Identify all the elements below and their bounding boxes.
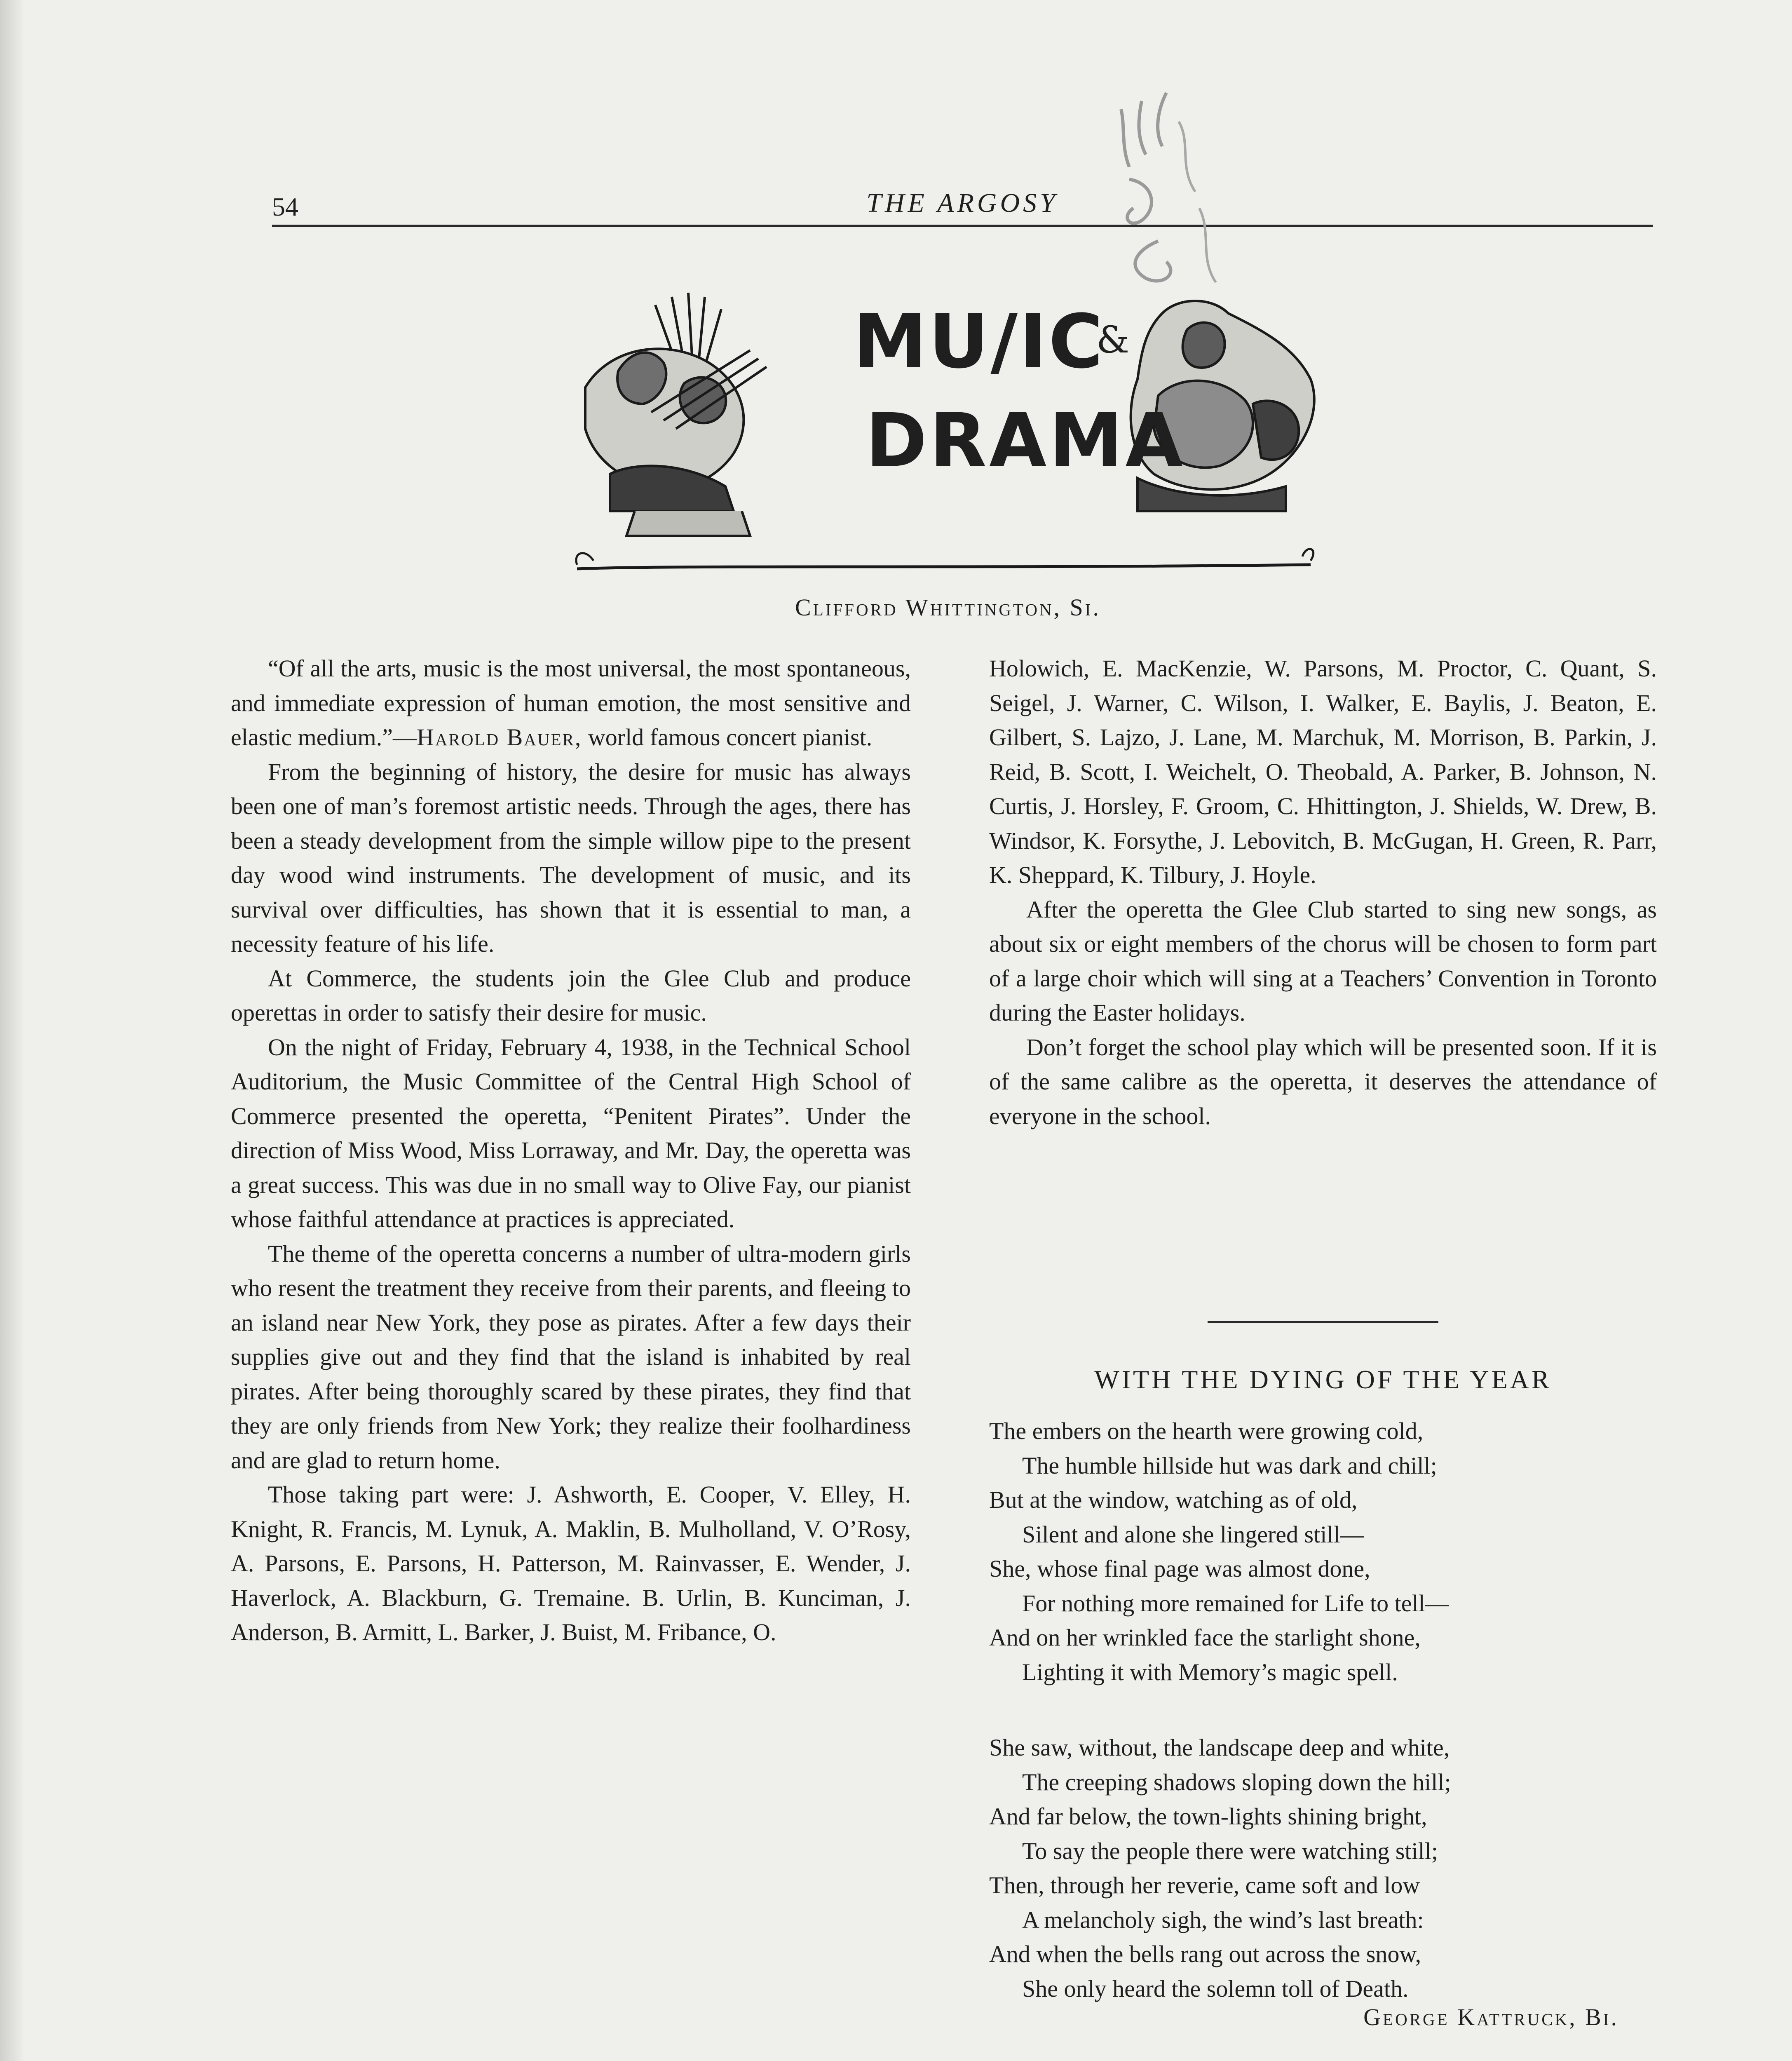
banner-ampersand: &: [1096, 318, 1130, 361]
paragraph-cast: Those taking part were: J. Ashworth, E. Cooper, V. Elley, H. Knight, R. Francis, M. Lynuk, A. Maklin, B. Mulholland, V. O’Rosy, A. Parsons, E. Parsons, H. Patterson, M. Rainvasser, E. Wender, J. Haverlock, A. Blackburn, G. Tremaine. B. Urlin, B. Kunciman, J. Anderson, B. Armitt, L. Barker, J. Buist, M. Fribance, O.: [231, 1481, 911, 1646]
quote-author: Harold Bauer,: [416, 724, 582, 751]
left-column: [231, 651, 911, 1650]
paragraph-history: From the beginning of history, the desire for music has always been one of man’s foremost artistic needs. Through the ages, there has been a steady development from the simple willow pipe to the present day wood wind instruments. The development of music, and its survival over difficulties, has shown that it is essential to man, a necessity feature of his life.: [231, 758, 911, 957]
paragraph-operetta: On the night of Friday, February 4, 1938, in the Technical School Auditorium, the Music Committee of the Central High School of Commerce presented the operetta, “Penitent Pirates”. Under the direction of Miss Wood, Miss Lorraway, and Mr. Day, the operetta was a great success. This was due in no small way to Olive Fay, our pianist whose faithful attendance at practices is appreciated.: [231, 1033, 911, 1232]
poem-line: To say the people there were watching still;: [1022, 1837, 1438, 1864]
banner-title-music: MU/IC: [853, 299, 1105, 385]
right-column: [989, 651, 1657, 1133]
poem-line: A melancholy sigh, the wind’s last breath:: [1022, 1906, 1424, 1933]
paragraph-cast-continued: Holowich, E. MacKenzie, W. Parsons, M. Proctor, C. Quant, S. Seigel, J. Warner, C. Wilson, I. Walker, E. Baylis, J. Beaton, E. Gilbert, S. Lajzo, J. Lane, M. Marchuk, M. Morrison, B. Parkin, J. Reid, B. Scott, I. Weichelt, O. Theobald, A. Parker, B. Johnson, N. Curtis, J. Horsley, F. Groom, C. Hhittington, J. Shields, W. Drew, B. Windsor, K. Forsythe, J. Lebovitch, B. McGugan, H. Green, R. Parr, K. Sheppard, K. Tilbury, J. Hoyle.: [989, 655, 1657, 888]
stanza-break: [989, 1689, 1657, 1730]
poem-line: The creeping shadows sloping down the hill;: [1022, 1768, 1451, 1796]
running-header: [272, 188, 1653, 227]
banner-title-drama: DRAMA: [866, 398, 1185, 484]
poem-line: She only heard the solemn toll of Death.: [1022, 1975, 1409, 2002]
poem-line: Silent and alone she lingered still—: [1022, 1521, 1364, 1548]
poem-line: The embers on the hearth were growing cold,: [989, 1418, 1424, 1444]
poem-body: [989, 1414, 1657, 2006]
opening-quote-paragraph: [231, 651, 911, 755]
poem-author: George Kattruck, Bi.: [1363, 2004, 1619, 2030]
poem-line: She saw, without, the landscape deep and white,: [989, 1734, 1450, 1761]
poem-line: She, whose final page was almost done,: [989, 1555, 1370, 1582]
running-title: THE ARGOSY: [866, 188, 1058, 218]
poem-line: And when the bells rang out across the snow,: [989, 1941, 1421, 1967]
poem-line: The humble hillside hut was dark and chill;: [1022, 1452, 1437, 1479]
quote-tail: world famous concert pianist.: [582, 724, 873, 751]
poem-title: WITH THE DYING OF THE YEAR: [1094, 1365, 1552, 1394]
poem-line: And far below, the town-lights shining bright,: [989, 1803, 1427, 1830]
poem-line: Lighting it with Memory’s magic spell.: [1022, 1658, 1398, 1685]
page-number: 54: [272, 192, 298, 221]
article-byline: Clifford Whittington, Si.: [795, 594, 1101, 621]
paragraph-commerce: At Commerce, the students join the Glee Club and produce operettas in order to satisfy their desire for music.: [231, 965, 911, 1026]
paragraph-school-play: Don’t forget the school play which will be presented soon. If it is of the same calibre as the operetta, it deserves the attendance of everyone in the school.: [989, 1033, 1657, 1129]
quote-text: “Of all the arts, music is the most universal, the most spontaneous, and immediate expression of human emotion, the most sensitive and elastic medium.”—: [231, 655, 911, 751]
page-edge-shadow: [0, 0, 25, 2061]
paragraph-theme: The theme of the operetta concerns a number of ultra-modern girls who resent the treatment they receive from their parents, and fleeing to an island near New York, they pose as pirates. After a few days their supplies give out and they find that the island is inhabited by real pirates. After being thoroughly scared by these pirates, they find that they are only friends from New York; they realize their foolhardiness and are glad to return home.: [231, 1240, 911, 1474]
paragraph-glee-club: After the operetta the Glee Club started to sing new songs, as about six or eight members of the chorus will be chosen to form part of a large choir which will sing at a Teachers’ Convention in Toronto during the Easter holidays.: [989, 896, 1657, 1026]
handwriting-scribble-icon: [1096, 85, 1232, 299]
section-divider: [1208, 1321, 1438, 1323]
poem-line: For nothing more remained for Life to tell—: [1022, 1589, 1449, 1617]
music-drama-banner: [561, 280, 1335, 577]
handwritten-annotation: [1096, 85, 1232, 299]
poem-line: But at the window, watching as of old,: [989, 1486, 1358, 1513]
poem-line: And on her wrinkled face the starlight shone,: [989, 1624, 1421, 1651]
poem-line: Then, through her reverie, came soft and low: [989, 1872, 1420, 1899]
